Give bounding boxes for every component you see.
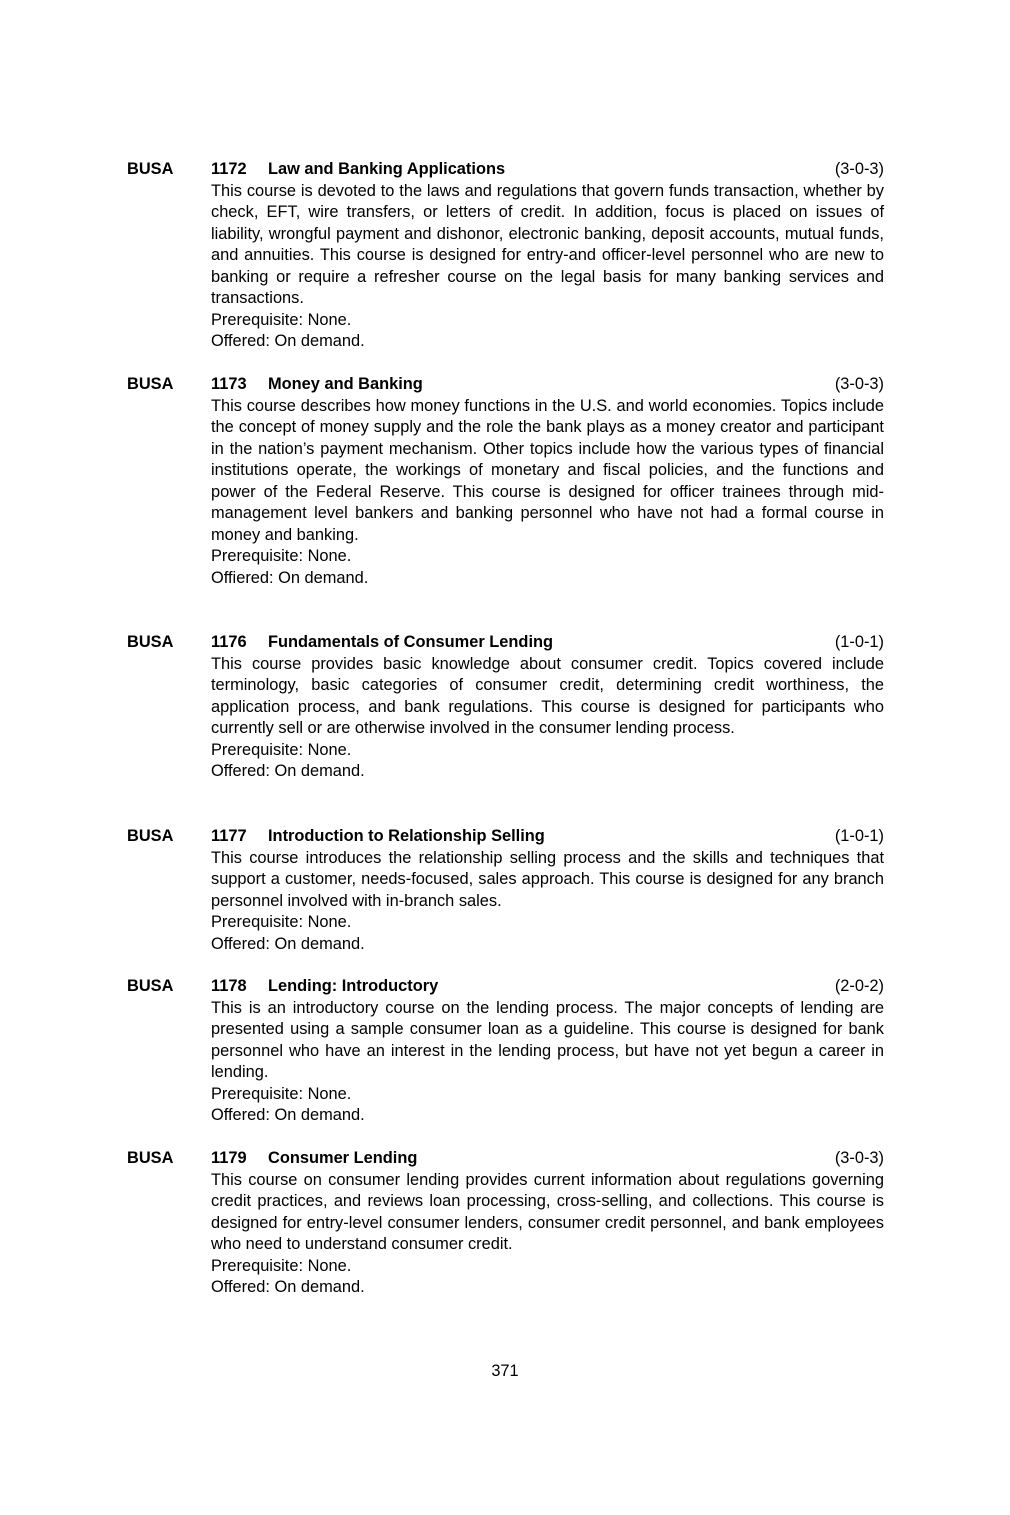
course-body: [211, 396, 884, 590]
course-description: This is an introductory course on the lending process. The major concepts of lending are presented using a sample consumer loan as a guideline. This course is designed for bank personnel who have an interest in the lending process, but have not yet begun a career in lending.: [211, 998, 884, 1081]
course-title: Lending: Introductory: [268, 977, 439, 995]
course-prerequisite: Prerequisite: None.: [211, 913, 352, 931]
course-prerequisite: Prerequisite: None.: [211, 740, 352, 759]
course-number: 1177: [211, 827, 247, 845]
course-dept: BUSA: [127, 1149, 174, 1167]
course-body: [211, 181, 884, 353]
course-entry: [127, 632, 884, 783]
course-offered: Offered: On demand.: [211, 1106, 365, 1124]
course-prerequisite: Prerequisite: None.: [211, 1256, 352, 1275]
course-number: 1179: [211, 1149, 247, 1167]
course-dept: BUSA: [127, 375, 174, 393]
course-title: Fundamentals of Consumer Lending: [268, 633, 554, 651]
course-entry: [127, 826, 884, 955]
course-offered: Offiered: On demand.: [211, 568, 369, 587]
course-description: This course is devoted to the laws and regulations that govern funds transaction, whether by check, EFT, wire transfers, or letters of credit. In addition, focus is placed on issues of liability, wrongful payment and dishonor, electronic banking, deposit accounts, mutual funds, and annuities. This course is designed for entry-and officer-level personnel who are new to banking or require a refresher course on the legal basis for many banking services and transactions.: [211, 181, 884, 307]
course-prerequisite: Prerequisite: None.: [211, 1084, 352, 1103]
course-prerequisite: Prerequisite: None.: [211, 310, 352, 329]
course-entry: [127, 159, 884, 353]
course-body: [211, 848, 884, 956]
course-description: This course on consumer lending provides current information about regulations governing credit practices, and reviews loan processing, cross-selling, and collections. This course is designed for entry-level consumer lenders, consumer credit personnel, and bank employees who need to understand consumer credit.: [211, 1170, 884, 1253]
course-body: [211, 654, 884, 783]
course-title: Introduction to Relationship Selling: [268, 827, 545, 845]
course-entry: [127, 374, 884, 589]
course-dept: BUSA: [127, 160, 174, 178]
course-entry: [127, 976, 884, 1127]
course-credits: (1-0-1): [834, 827, 884, 845]
course-dept: BUSA: [127, 633, 174, 651]
course-header: [127, 826, 884, 848]
course-offered: Offered: On demand.: [211, 762, 365, 780]
course-offered: Offered: On demand.: [211, 1278, 365, 1296]
course-credits: (3-0-3): [834, 1149, 884, 1167]
course-header: [127, 1148, 884, 1170]
course-body: [211, 998, 884, 1127]
course-header: [127, 159, 884, 181]
course-number: 1172: [211, 160, 247, 178]
course-header: [127, 632, 884, 654]
course-dept: BUSA: [127, 977, 174, 995]
course-title: Money and Banking: [268, 375, 423, 393]
course-credits: (1-0-1): [834, 633, 884, 651]
course-offered: Offered: On demand.: [211, 934, 365, 953]
course-description: This course introduces the relationship selling process and the skills and techniques that support a customer, needs-focused, sales approach. This course is designed for any branch personnel involved with in-branch sales.: [211, 848, 884, 910]
course-title: Law and Banking Applications: [268, 160, 506, 178]
course-body: [211, 1170, 884, 1299]
course-number: 1178: [211, 977, 247, 995]
course-dept: BUSA: [127, 827, 174, 845]
course-description: This course describes how money functions in the U.S. and world economies. Topics include the concept of money supply and the role the bank plays as a money creator and participant in the nation’s payment mechanism. Other topics include how the various types of financial institutions operate, the workings of monetary and fiscal policies, and the functions and power of the Federal Reserve. This course is designed for officer trainees through mid-management level bankers and banking personnel who have not had a formal course in money and banking.: [211, 396, 884, 544]
course-prerequisite: Prerequisite: None.: [211, 547, 352, 565]
course-header: [127, 976, 884, 998]
course-header: [127, 374, 884, 396]
course-entry: [127, 1148, 884, 1299]
course-credits: (2-0-2): [834, 977, 884, 995]
course-credits: (3-0-3): [834, 160, 884, 178]
course-credits: (3-0-3): [834, 375, 884, 393]
page-number: 371: [491, 1362, 519, 1380]
course-title: Consumer Lending: [268, 1149, 418, 1167]
course-description: This course provides basic knowledge about consumer credit. Topics covered include terminology, basic categories of consumer credit, determining credit worthiness, the application process, and bank regulations. This course is designed for participants who currently sell or are otherwise involved in the consumer lending process.: [211, 654, 884, 737]
course-offered: Offered: On demand.: [211, 332, 365, 350]
course-number: 1173: [211, 375, 247, 393]
course-number: 1176: [211, 633, 247, 651]
